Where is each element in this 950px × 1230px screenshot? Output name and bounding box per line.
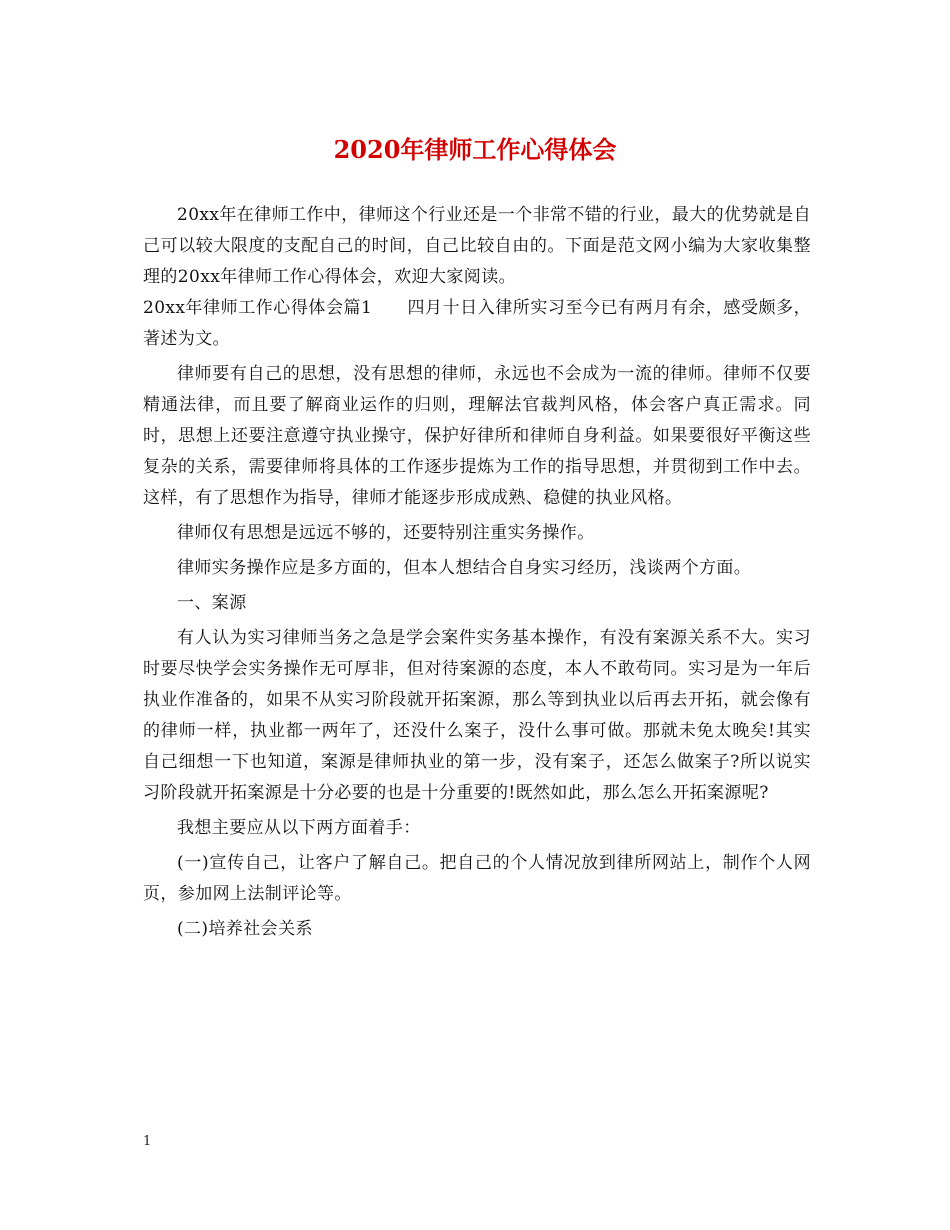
paragraph-practice: 律师仅有思想是远远不够的，还要特别注重实务操作。: [177, 523, 595, 543]
paragraph-section-heading: 20xx年律师工作心得体会篇1 四月十日入律所实习至今已有两月有余，感受颇多，著述为文。: [143, 298, 811, 349]
paragraph-aspects: 律师实务操作应是多方面的，但本人想结合自身实习经历，浅谈两个方面。: [177, 558, 752, 578]
paragraph-two-ways: 我想主要应从以下两方面着手：: [177, 818, 421, 838]
paragraph-thought: 律师要有自己的思想，没有思想的律师，永远也不会成为一流的律师。律师不仅要精通法律，而且要了解商业运作的归则，理解法官裁判风格，体会客户真正需求。同时，思想上还要注意遵守执业操守，保护好律所和律师自身利益。如果要很好平衡这些复杂的关系，需要律师将具体的工作逐步提炼为工作的指导思想，并贯彻到工作中去。这样，有了思想作为指导，律师才能逐步形成成熟、稳健的执业风格。: [143, 364, 811, 508]
paragraph-promote-self: (一)宣传自己，让客户了解自己。把自己的个人情况放到律所网站上，制作个人网页，参加网上法制评论等。: [143, 853, 811, 904]
paragraph-case-source: 有人认为实习律师当务之急是学会案件实务基本操作，有没有案源关系不大。实习时要尽快学会实务操作无可厚非，但对待案源的态度，本人不敢苟同。实习是为一年后执业作准备的，如果不从实习阶段就开拓案源，那么等到执业以后再去开拓，就会像有的律师一样，执业都一两年了，还没什么案子，没什么事可做。那就未免太晚矣!其实自己细想一下也知道，案源是律师执业的第一步，没有案子，还怎么做案子?所以说实习阶段就开拓案源是十分必要的也是十分重要的!既然如此，那么怎么开拓案源呢?: [143, 628, 811, 803]
document-body: [143, 200, 811, 945]
paragraph-heading-case-source: 一、案源: [177, 593, 247, 613]
document-title: 2020年律师工作心得体会: [333, 135, 617, 164]
paragraph-intro: 20xx年在律师工作中，律师这个行业还是一个非常不错的行业，最大的优势就是自己可以较大限度的支配自己的时间，自己比较自由的。下面是范文网小编为大家收集整理的20xx年律师工作心得体会，欢迎大家阅读。: [143, 205, 812, 287]
paragraph-social-relations: (二)培养社会关系: [177, 919, 313, 939]
page-number: 1: [143, 1134, 152, 1149]
